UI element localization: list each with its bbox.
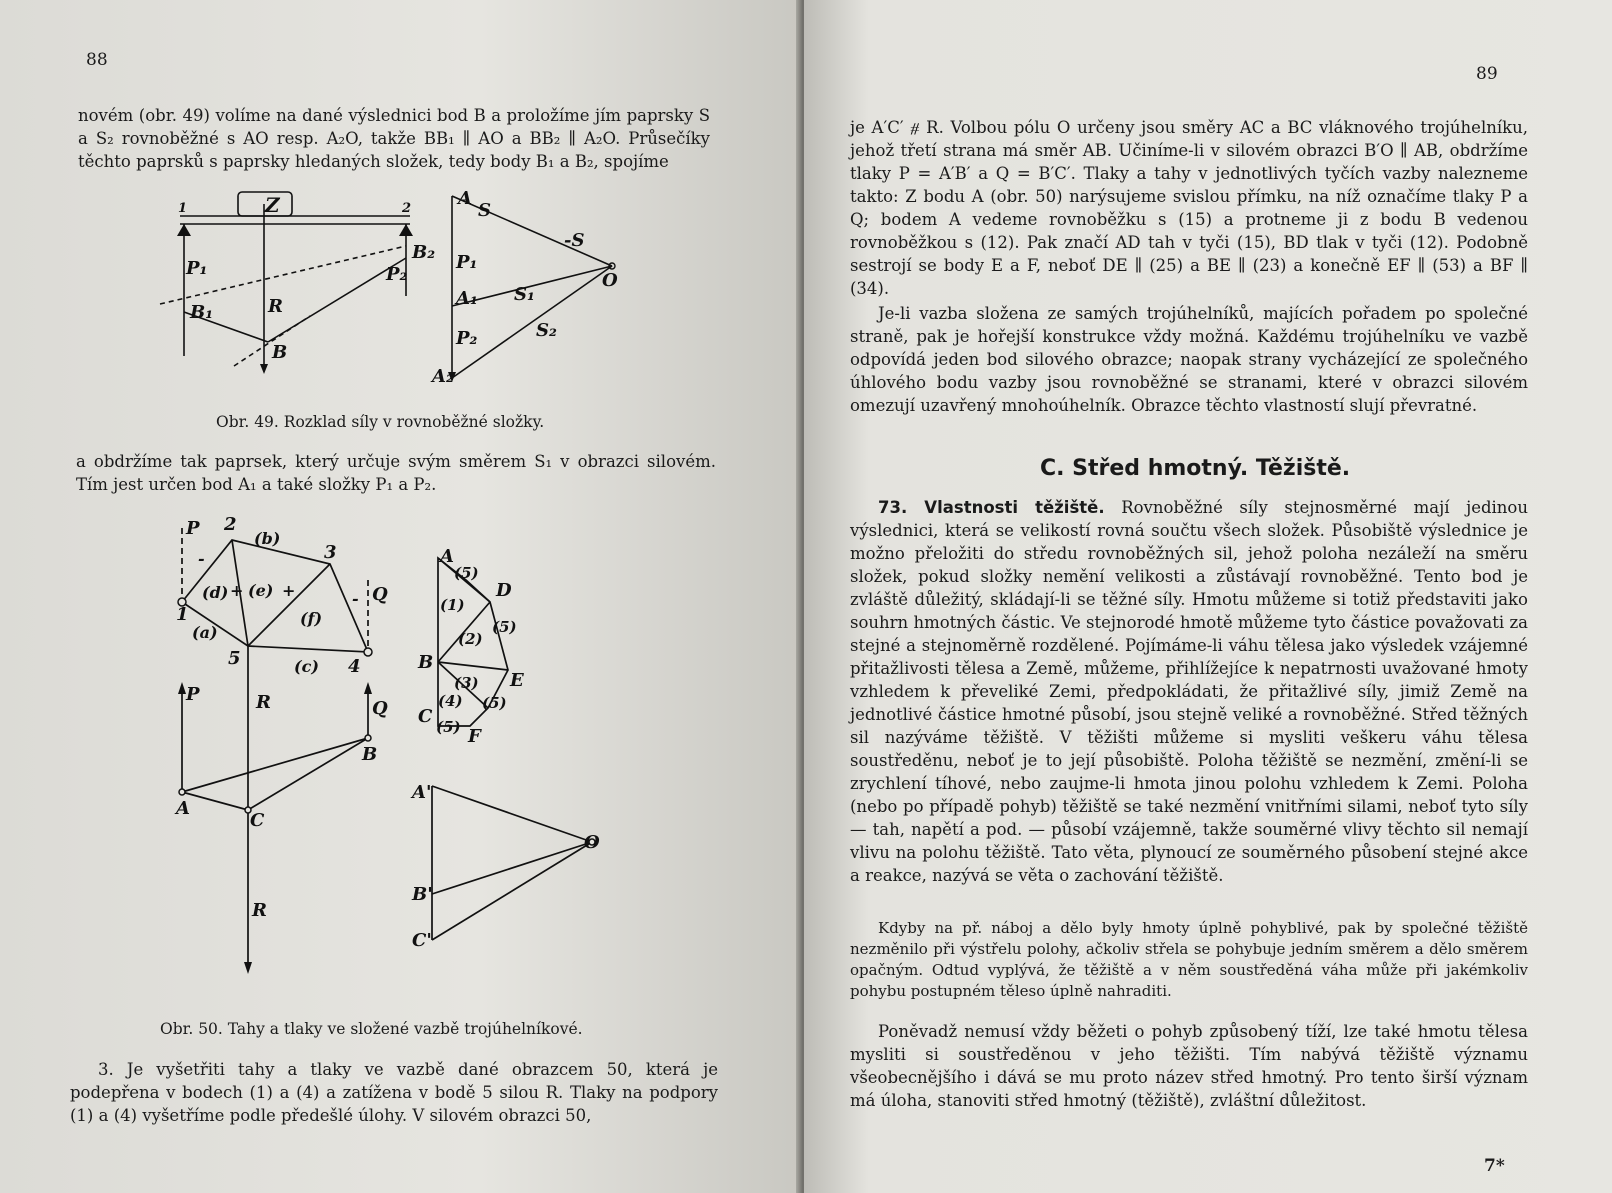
- fig49-support-2: [399, 224, 413, 236]
- fig49-label-P2: P₂: [386, 264, 408, 285]
- fig50-label-plus-2: +: [282, 581, 296, 600]
- left-paragraph-1: [78, 104, 710, 173]
- section-73-title: 73. Vlastnosti těžiště.: [878, 498, 1105, 517]
- fig49-label-S1: S₁: [514, 284, 535, 305]
- fig50-force-label-A: A: [440, 546, 454, 567]
- fig50-arrow-P: [178, 682, 186, 694]
- figure-50-caption: Obr. 50. Tahy a tlaky ve složené vazbě trojúhelníkové.: [160, 1020, 583, 1038]
- fig49-label-O: O: [602, 270, 618, 291]
- fig49-label-P1: P₁: [186, 258, 208, 279]
- fig50-force-label-5a: (5): [454, 564, 479, 582]
- left-paragraph-3: [70, 1058, 718, 1127]
- right-para1-text: je A′C′ ⧣ R. Volbou pólu O určeny jsou směry AC a BC vláknového trojúhelníku, jehož třetí strana má směr AB. Učiníme-li v silovém obrazci B′O ∥ AB, obdržíme tlaky P = A′B′ a Q = B′C′. Tlaky a tahy v jednotlivých tyčích vazby nalezneme takto: Z bodu A (obr. 50) narýsujeme svislou přímku, na níž označíme tlaky P a Q; bodem A vedeme rovnoběžku s (15) a protneme ji z bodu B vedenou rovnoběžkou s (12). Pak značí AD tah v tyči (15), BD tlak v tyči (12). Podobně sestrojí se body E a F, neboť DE ∥ (25) a BE ∥ (23) a konečně EF ∥ (53) a BF ∥ (34).: [850, 118, 1528, 298]
- figure-49-caption: Obr. 49. Rozklad síly v rovnoběžné složky.: [216, 413, 545, 431]
- fig50-force-label-5d: (5): [436, 718, 461, 736]
- fig50-label-R: R: [256, 692, 271, 713]
- fig50-polar-B-O: [432, 842, 592, 894]
- fig49-label-Pp1: P₁: [456, 252, 478, 273]
- fig50-polar-label-O: O: [584, 832, 600, 853]
- fig50-label-b: (b): [254, 529, 281, 548]
- fig50-label-1: 1: [176, 604, 189, 625]
- right-paragraph-1: [850, 116, 1528, 300]
- right-paragraph-4: [850, 918, 1528, 1002]
- fig50-label-5: 5: [228, 648, 241, 669]
- fig50-label-d: (d): [202, 583, 229, 602]
- fig50-label-Q: Q: [372, 584, 388, 605]
- fig49-label-A: A: [458, 188, 472, 209]
- fig49-ray-A2O: [452, 266, 612, 378]
- fig49-label-2: 2: [402, 201, 412, 216]
- signature-mark: 7*: [1484, 1156, 1505, 1176]
- fig50-force-label-5b: (5): [492, 618, 517, 636]
- fig50-force-label-E: E: [510, 670, 524, 691]
- fig50-force-label-3: (3): [454, 674, 479, 692]
- right-para4-text: Kdyby na př. náboj a dělo byly hmoty úplně pohyblivé, pak by společné těžiště nezměnilo při výstřelu polohy, ačkoliv střela se pohybuje jedním směrem a dělo směrem opačným. Odtud vyplývá, že těžiště a v něm soustředěná váha může při jakémkoliv pohybu postupném těleso úplně nahraditi.: [850, 919, 1528, 1000]
- fig49-label-S: S: [478, 200, 491, 221]
- fig50-polar-label-C: C': [412, 930, 432, 951]
- page-number-left: 88: [86, 50, 108, 70]
- fig49-label-R: R: [268, 296, 283, 317]
- fig50-force-label-5c: (5): [482, 694, 507, 712]
- fig50-polar-C-O: [432, 842, 592, 940]
- fig50-force-label-1: (1): [440, 596, 465, 614]
- fig49-label-minus-S: -S: [564, 230, 585, 251]
- right-para3-text: Rovnoběžné síly stejnosměrné mají jedinou výslednici, která se velikostí rovná součtu všech složek. Působiště výslednice je možno přeložiti do středu rovnoběžných sil, jehož poloha nezáleží na směru složek, pokud složky nemění velikosti a zůstávají rovnoběžné. Tento bod je zvláště důležitý, skládají-li se těžné síly. Hmotu můžeme si totiž představiti jako souhrn hmotných částic. Ve stejnorodé hmotě můžeme tyto částice považovati za stejné a stejnoměrně rozdělené. Pojímáme-li váhu tělesa jako výsledek vzájemné přitažlivosti tělesa a Země, můžeme, přihlížejíce k nepatrnosti uvažované hmoty vzhledem k převeliké Zemi, předpokládati, že přitažlivé síly, jimiž Země na jednotlivé částice hmotné působí, jsou stejně veliké a rovnoběžné. Střed těžných sil nazýváme těžiště. V těžišti můžeme si mysliti veškeru váhu tělesa soustředěnu, neboť je to její působiště. Poloha těžiště se nezmění, změní-li se zrychlení tíhové, nebo zaujme-li hmota jinou polohu vzhledem k Zemi. Poloha (nebo po případě pohyb) těžiště se také nezmění vnitřními silami, neboť tyto síly — tah, napětí a pod. — působí vzájemně, takže souměrné vlivy těchto sil nemají vlivu na polohu těžiště. Tato věta, plynoucí ze souměrného působení stejné akce a reakce, nazývá se věta o zachování těžiště.: [850, 498, 1528, 885]
- fig50-polar-A-O: [432, 786, 592, 842]
- fig50-label-minus-1: -: [198, 549, 205, 568]
- left-para2-text: a obdržíme tak paprsek, který určuje svým směrem S₁ v obrazci silovém. Tím jest určen bod A₁ a také složky P₁ a P₂.: [76, 452, 716, 494]
- fig50-label-Q-lower: Q: [372, 698, 388, 719]
- fig50-force-label-B: B: [418, 652, 434, 673]
- fig50-force-B-E: [438, 662, 508, 670]
- fig50-label-R-lower: R: [252, 900, 267, 921]
- fig50-label-3: 3: [324, 542, 337, 563]
- left-page: [0, 0, 800, 1193]
- fig50-label-4: 4: [348, 656, 361, 677]
- fig50-arrow-Q: [364, 682, 372, 694]
- fig50-label-minus-2: -: [352, 589, 359, 608]
- fig50-label-C: C: [250, 810, 265, 831]
- fig50-node-B: [365, 735, 371, 741]
- fig49-label-A1: A₁: [456, 288, 478, 309]
- fig50-force-label-4: (4): [438, 692, 463, 710]
- fig49-label-A2: A₂: [432, 366, 454, 387]
- fig50-force-label-2: (2): [458, 630, 483, 648]
- fig50-node-A: [179, 789, 185, 795]
- fig50-arrow-R: [244, 962, 252, 974]
- left-para3-text: 3. Je vyšetřiti tahy a tlaky ve vazbě dané obrazcem 50, která je podepřena v bodech (1) a (4) a zatížena v bodě 5 silou R. Tlaky na podpory (1) a (4) vyšetříme podle předešlé úlohy. V silovém obrazci 50,: [70, 1060, 718, 1125]
- fig50-label-f: (f): [300, 609, 323, 628]
- fig50-label-e: (e): [248, 581, 274, 600]
- fig49-label-Z: Z: [265, 193, 280, 217]
- right-para2-text: Je-li vazba složena ze samých trojúhelníků, majících pořadem po společné straně, pak je hořejší konstrukce vždy možná. Každému trojúhelníku ve vazbě odpovídá jeden bod silového obrazce; naopak strany vycházející ze společného úhlového bodu vazby jsou rovnoběžné se stranami, které v obrazci silovém omezují uzavřený mnohoúhelník. Obrazce těchto vlastností slují převratné.: [850, 304, 1528, 415]
- fig50-force-label-D: D: [496, 580, 512, 601]
- fig50-force-label-F: F: [468, 726, 481, 747]
- fig49-label-B: B: [272, 342, 288, 363]
- fig50-label-A: A: [176, 798, 190, 819]
- fig50-label-plus-1: +: [230, 581, 244, 600]
- fig50-C-B: [248, 738, 368, 810]
- fig49-label-Pp2: P₂: [456, 328, 478, 349]
- fig50-label-a: (a): [192, 623, 218, 642]
- fig50-node-4: [364, 648, 372, 656]
- fig50-label-2: 2: [224, 514, 237, 535]
- fig50-label-c: (c): [294, 657, 319, 676]
- fig49-support-1: [177, 224, 191, 236]
- fig49-label-B1: B₁: [190, 302, 214, 323]
- fig49-label-S2: S₂: [536, 320, 557, 341]
- fig50-A-C: [182, 792, 248, 810]
- left-para1-text: novém (obr. 49) volíme na dané výslednici bod B a proložíme jím paprsky S a S₂ rovnoběžné s AO resp. A₂O, takže BB₁ ∥ AO a BB₂ ∥ A₂O. Průsečíky těchto paprsků s paprsky hledaných složek, tedy body B₁ a B₂, spojíme: [78, 106, 710, 171]
- fig49-label-1: 1: [178, 201, 188, 216]
- right-page: [804, 0, 1612, 1193]
- fig49-label-B2: B₂: [412, 242, 436, 263]
- fig50-force-label-C: C: [418, 706, 433, 727]
- page-number-right: 89: [1476, 64, 1498, 84]
- right-para5-text: Poněvadž nemusí vždy běžeti o pohyb způsobený tíží, lze také hmotu tělesa mysliti si soustředěnou v jeho těžišti. Tím nabývá těžiště významu všeobecnějšího i dává se mu proto název střed hmotný. Pro tento širší význam má úloha, stanoviti střed hmotný (těžiště), zvláštní důležitost.: [850, 1022, 1528, 1110]
- fig50-bar-35: [248, 564, 330, 646]
- figure-50: [170, 514, 640, 1000]
- right-paragraph-2: [850, 302, 1528, 417]
- right-paragraph-3: [850, 496, 1528, 887]
- fig50-label-P: P: [186, 518, 200, 539]
- fig50-A-B: [182, 738, 368, 792]
- fig50-label-B: B: [362, 744, 378, 765]
- fig49-arrow-R: [260, 364, 268, 374]
- fig50-label-P-lower: P: [186, 684, 200, 705]
- section-heading: C. Střed hmotný. Těžiště.: [1040, 456, 1351, 481]
- figure-49: [150, 188, 640, 400]
- fig50-polar-label-A: A': [412, 782, 432, 803]
- right-paragraph-5: [850, 1020, 1528, 1112]
- fig50-polar-label-B: B': [412, 884, 433, 905]
- left-paragraph-2: [76, 450, 716, 496]
